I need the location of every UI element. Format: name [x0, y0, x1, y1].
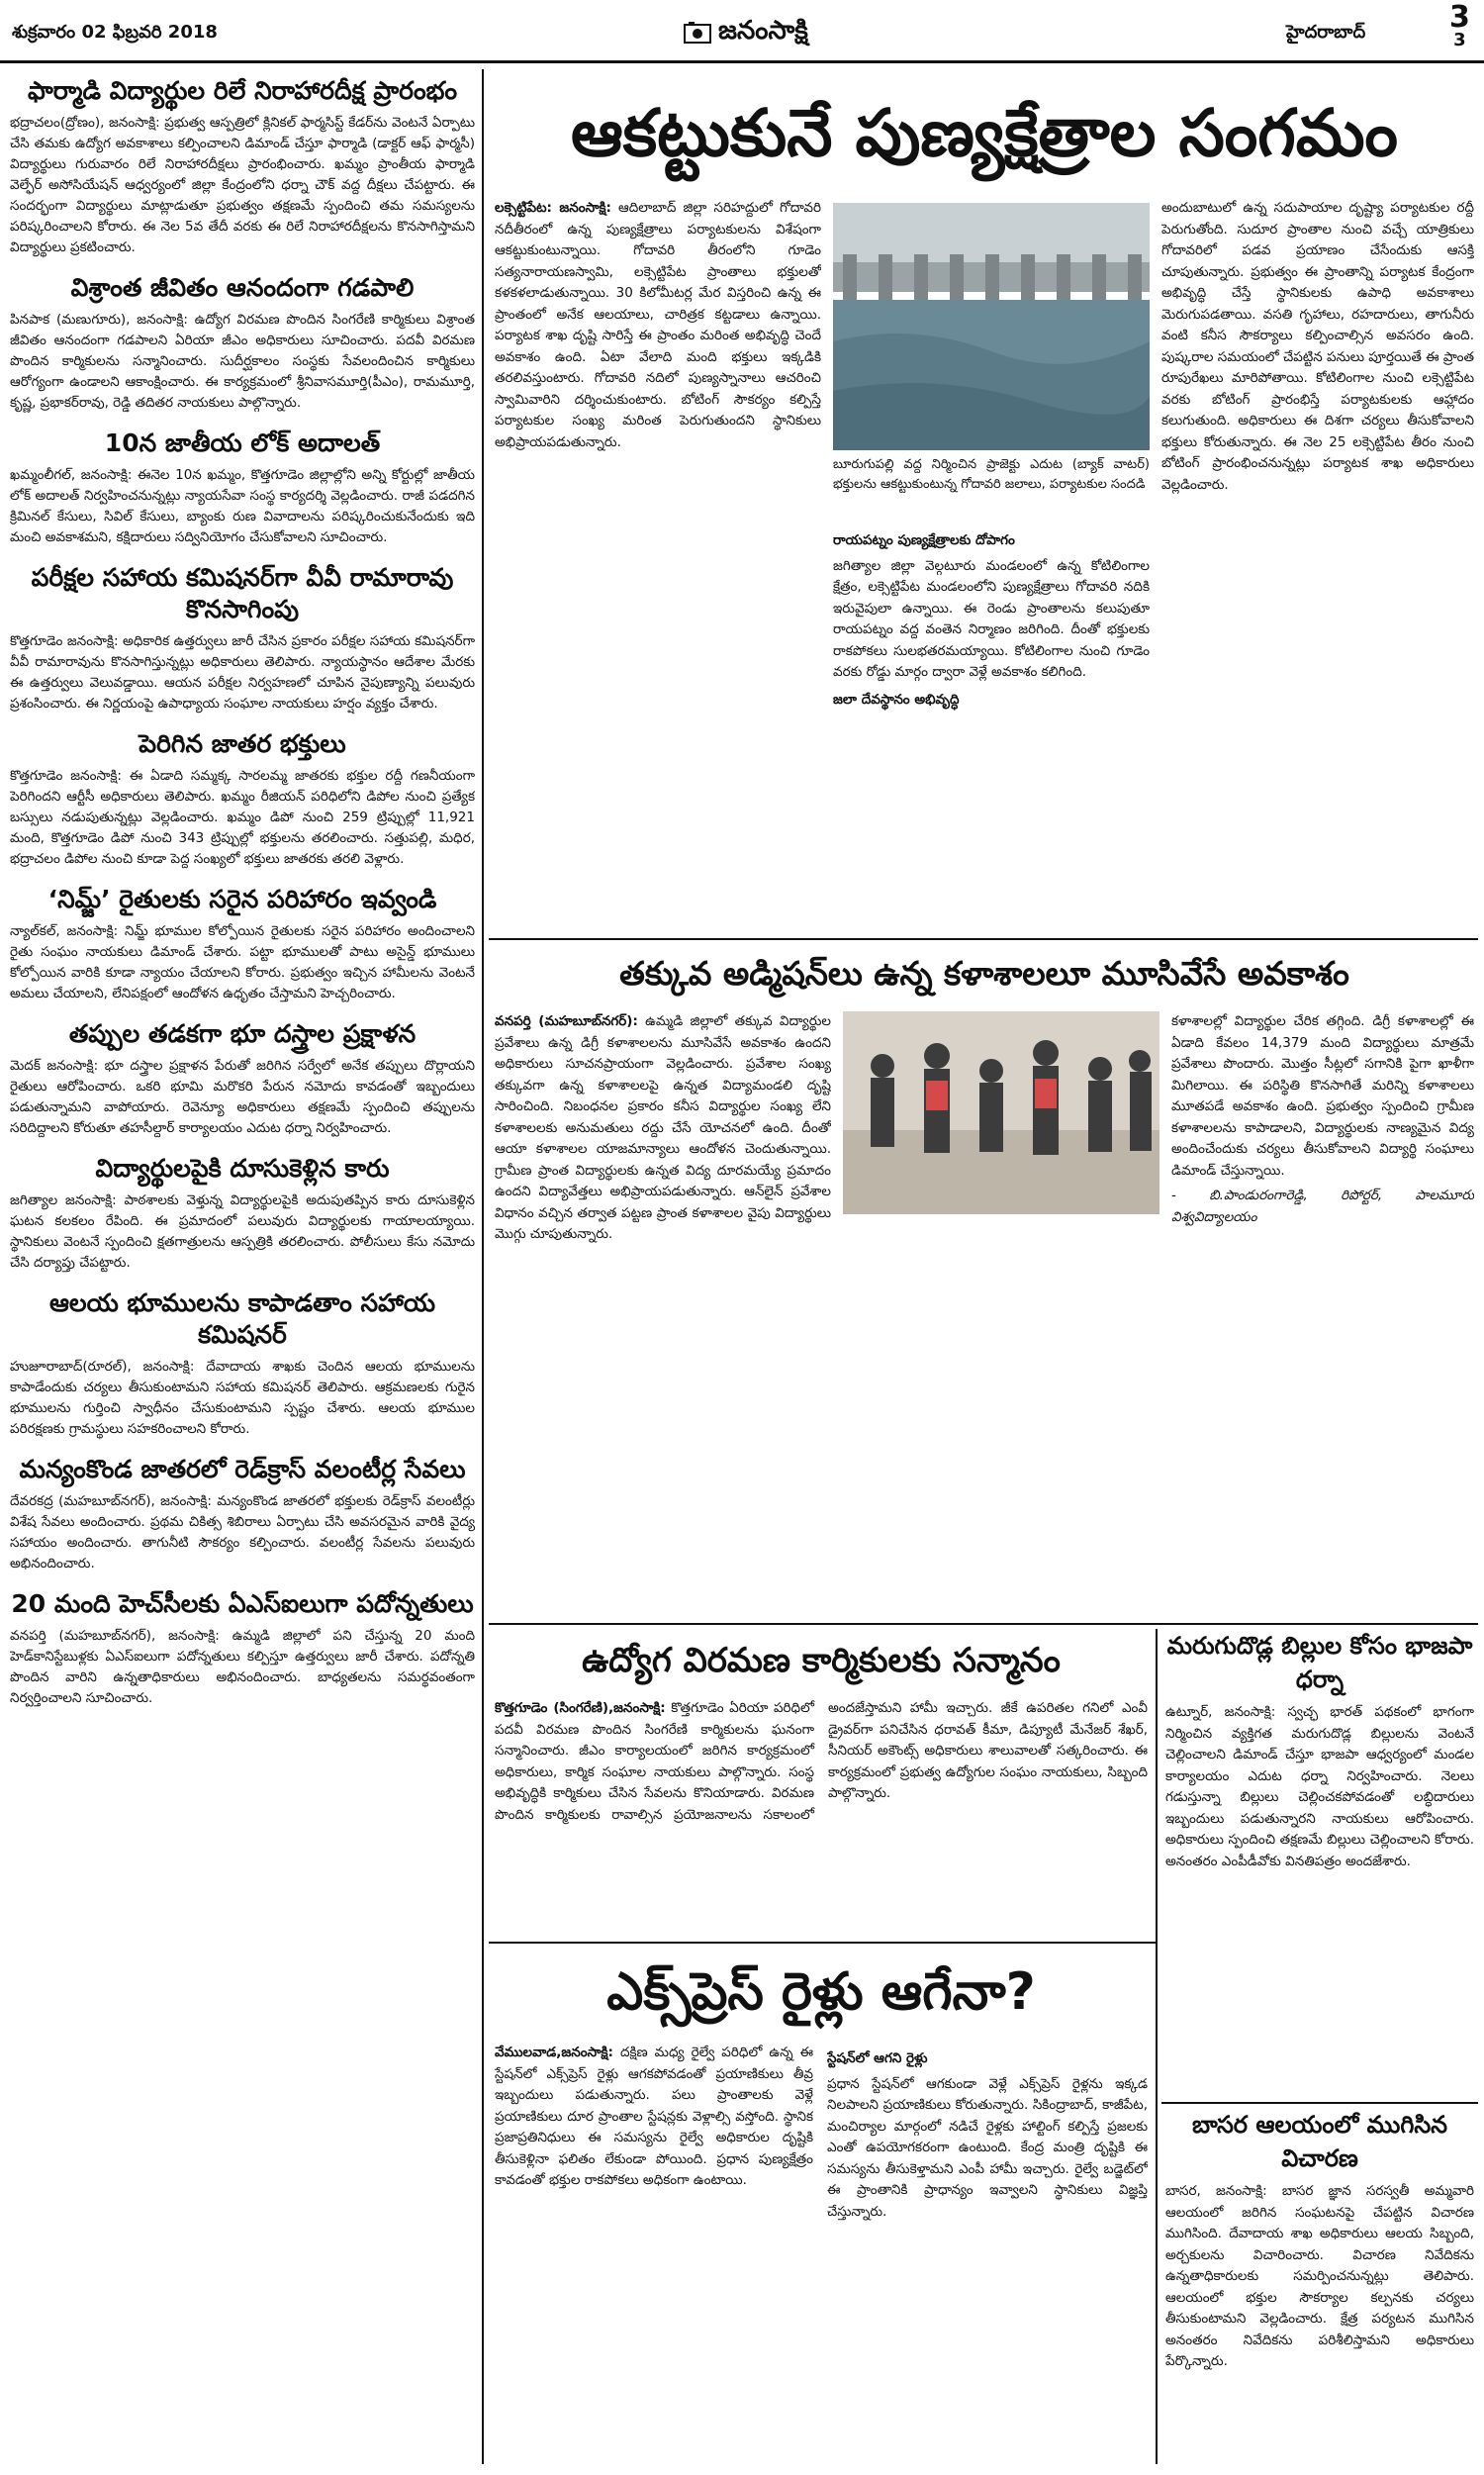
colleges-headline: తక్కువ అడ్మిషన్‌లు ఉన్న కళాశాలలూ మూసివేసే అవకాశం	[619, 954, 1349, 993]
trains-subhead: స్టేషన్‌లో ఆగని రైళ్లు	[827, 2050, 928, 2066]
logo-text: జనంసాక్షి	[718, 16, 808, 46]
article-body: పినపాక (మణుగూరు), జనంసాక్షి: ఉద్యోగ విరమణ పొందిన సింగరేణి కార్మికులు విశ్రాంత జీవితం ఆనందంగా గడపాలని ఏరియా జీఎం అధికారులు సూచించారు. పదవీ విరమణ పొందిన కార్మికులను సన్మానించారు. సుదీర్ఘకాలం సంస్థకు సేవలందించిన కార్మికులు ఆరోగ్యంగా ఉండాలని ఆకాంక్షించారు. ఈ కార్యక్రమంలో శ్రీనివాసమూర్తి(పీఎం), రామమూర్తి, కృష్ణ, ప్రభాకర్‌రావు, రెడ్డి తదితర నాయకులు పాల్గొన్నారు.	[10, 312, 475, 411]
retirement-body-text: కొత్తగూడెం ఏరియా పరిధిలో పదవీ విరమణ పొందిన సింగరేణి కార్మికులను ఘనంగా సన్మానించారు. జీఎం కార్యాలయంలో జరిగిన కార్యక్రమంలో అధికారులు, కార్మిక సంఘాల నాయకులు పాల్గొన్నారు. సంస్థ అభివృద్ధికి కార్మికులు చేసిన సేవలను కొనియాడారు. విరమణ పొందిన కార్మికులకు రావాల్సిన ప్రయోజనాలను సకాలంలో అందజేస్తామని హామీ ఇచ్చారు. జీకే ఉపరితల గనిలో ఎంవీ డ్రైవర్‌గా పనిచేసిన ధరావత్ కీమా, డిప్యూటీ మేనేజర్ శేఖర్, సీనియర్ అకౌంట్స్ అధికారులు శాలువాలతో సత్కరించారు. ఈ కార్యక్రమంలో ప్రభుత్వ ఉద్యోగుల సంఘం నాయకులు, సిబ్బంది పాల్గొన్నారు.	[495, 1700, 1148, 1823]
trains-body-right	[827, 2043, 1148, 2464]
left-article	[10, 562, 475, 714]
trains-headline: ఎక్స్‌ప్రెస్ రైళ్లు ఆగేనా?	[606, 1962, 1036, 2022]
article-body: జగిత్యాల జనంసాక్షి: పాఠశాలకు వెళ్తున్న విద్యార్థులపైకి అదుపుతప్పిన కారు దూసుకెళ్లిన ఘటన కలకలం రేపింది. ఈ ప్రమాదంలో పలువురు విద్యార్థులకు గాయాలయ్యాయి. స్థానికులు వెంటనే స్పందించి క్షతగాత్రులను ఆస్పత్రికి తరలించారు. పోలీసులు కేసు నమోదు చేసి దర్యాప్తు చేపట్టారు.	[10, 1192, 475, 1271]
retirement-dateline: కొత్తగూడెం (సింగరేణి),జనంసాక్షి:	[495, 1700, 666, 1716]
trains-body-left-text: దక్షిణ మధ్య రైల్వే పరిధిలో ఉన్న ఈ స్టేషన్‌లో ఎక్స్‌ప్రెస్ రైళ్లు ఆగకపోవడంతో ప్రయాణికులు తీవ్ర ఇబ్బందులు పడుతున్నారు. పలు ప్రాంతాలకు వెళ్లే ప్రయాణికులు దూర ప్రాంతాల స్టేషన్లకు వెళ్లాల్సి వస్తోంది. స్థానిక ప్రజాప్రతినిధులు ఈ సమస్యను రైల్వే అధికారుల దృష్టికి తీసుకెళ్లినా ఫలితం లేకుండా పోయింది. ప్రధాన పుణ్యక్షేత్రం కావడంతో భక్తుల రాకపోకలు అధికంగా ఉంటాయి.	[495, 2045, 813, 2188]
basara-box	[1165, 2108, 1474, 2464]
lead-body-left	[495, 198, 821, 930]
article-body: ఖమ్మంలీగల్, జనంసాక్షి: ఈనెల 10న ఖమ్మం, కొత్తగూడెం జిల్లాల్లోని అన్ని కోర్టుల్లో జాతీయ లోక్ అదాలత్ నిర్వహించనున్నట్లు న్యాయసేవా సంస్థ కార్యదర్శి వెల్లడించారు. రాజీ పడదగిన క్రిమినల్ కేసులు, సివిల్ కేసులు, బ్యాంకు రుణ వివాదాలను పరిష్కరించుకునేందుకు ఇది మంచి అవకాశమని, కక్షిదారులు సద్వినియోగం చేసుకోవాలని సూచించారు.	[10, 467, 475, 545]
logo-icon	[683, 21, 712, 47]
colleges-byline: - బి.పాండురంగారెడ్డి, రిపోర్టర్, పాలమూరు విశ్వవిద్యాలయం	[1171, 1188, 1474, 1225]
lead-body-mid-text: జగిత్యాల జిల్లా వెల్గటూరు మండలంలో ఉన్న కోటిలింగాల క్షేత్రం, లక్సెట్టిపేట మండలంలోని పుణ్యక్షేత్రాలు గోదావరి నదికి ఇరువైపులా ఉన్నాయి. ఈ రెండు ప్రాంతాలను కలుపుతూ రాయపట్నం వద్ద వంతెన నిర్మాణం జరిగింది. దీంతో భక్తులకు రాకపోకలు సులభతరమయ్యాయి. కోటిలింగాల నుంచి గూడెం వరకు రోడ్డు మార్గం ద్వారా వెళ్లే అవకాశం కలిగింది.	[833, 557, 1150, 680]
article-body: మెదక్ జనంసాక్షి: భూ దస్త్రాల ప్రక్షాళన పేరుతో జరిగిన సర్వేలో అనేక తప్పులు దొర్లాయని రైతులు ఆరోపించారు. ఒకరి భూమి మరొకరి పేరున నమోదు కావడంతో ఇబ్బందులు పడుతున్నామని వాపోయారు. రెవెన్యూ అధికారులు తక్షణమే స్పందించి తప్పులను సరిదిద్దాలని కోరుతూ తహసీల్దార్ కార్యాలయం ఎదుట ధర్నా నిర్వహించారు.	[10, 1058, 475, 1136]
article-body: హుజూరాబాద్(రూరల్), జనంసాక్షి: దేవాదాయ శాఖకు చెందిన ఆలయ భూములను కాపాడేందుకు చర్యలు తీసుకుంటామని సహాయ కమిషనర్ తెలిపారు. ఆక్రమణలకు గురైన భూములను గుర్తించి స్వాధీనం చేసుకుంటామని స్పష్టం చేశారు. ఆలయ భూముల పరిరక్షణకు గ్రామస్థులు సహకరించాలని కోరారు.	[10, 1359, 475, 1437]
left-article	[10, 1454, 475, 1574]
left-article	[10, 1287, 475, 1440]
lead-headline: ఆకట్టుకునే పుణ్యక్షేత్రాల సంగమం	[570, 95, 1399, 171]
article-body: వనపర్తి (మహబూబ్‌నగర్), జనంసాక్షి: ఉమ్మడి జిల్లాలో పని చేస్తున్న 20 మంది హెడ్‌కానిస్టేబుళ్లకు ఏఎస్ఐలుగా పదోన్నతులు కల్పిస్తూ ఉత్తర్వులు జారీ చేశారు. పదోన్నతి పొందిన వారిని ఉన్నతాధికారులు అభినందించారు. బాధ్యతలను సమర్థవంతంగా నిర్వర్తించాలని సూచించారు.	[10, 1628, 475, 1706]
dharna-headline: మరుగుదొడ్ల బిల్లుల కోసం భాజపా ధర్నా	[1166, 1632, 1473, 1693]
colleges-body-left	[495, 1011, 831, 1615]
edition-city: హైదరాబాద్	[1286, 22, 1366, 43]
retirement-headline: ఉద్యోగ విరమణ కార్మికులకు సన్మానం	[582, 1641, 1061, 1680]
left-article	[10, 1588, 475, 1709]
lead-body-text: ఆదిలాబాద్ జిల్లా సరిహద్దులో గోదావరి నదీతీరంలో ఉన్న పుణ్యక్షేత్రాలు పర్యాటకులను విశేషంగా ఆకట్టుకుంటున్నాయి. గోదావరి తీరంలోని గూడెం సత్యనారాయణస్వామి, లక్సెట్టిపేట ప్రాంతాలు భక్తులతో కళకళలాడుతున్నాయి. 30 కిలోమీటర్ల మేర విస్తరించి ఉన్న ఈ ప్రాంతంలో అనేక ఆలయాలు, చారిత్రక కట్టడాలు ఉన్నాయి. పర్యాటక శాఖ దృష్టి సారిస్తే ఈ ప్రాంతం మరింత అభివృద్ధి చెందే అవకాశం ఉంది. ఏటా వేలాది మంది భక్తులు ఇక్కడికి తరలివస్తుంటారు. గోదావరి నదిలో పుణ్యస్నానాలు ఆచరించి స్వామివారిని దర్శించుకుంటారు. బోటింగ్ సౌకర్యం కల్పిస్తే పర్యాటకుల సంఖ్య మరింత పెరుగుతుందని స్థానికులు అభిప్రాయపడుతున్నారు.	[495, 200, 821, 450]
left-article	[10, 428, 475, 548]
page-number-bottom: 3	[1453, 30, 1466, 50]
students-photo-image	[843, 1011, 1159, 1214]
left-article	[10, 728, 475, 870]
article-headline: ఫార్మాడి విద్యార్థుల రిలే నిరాహారదీక్ష ప్రారంభం	[27, 76, 458, 105]
left-column	[10, 75, 475, 2465]
students-photo	[843, 1011, 1159, 1214]
newspaper-logo	[683, 16, 808, 51]
page-number	[1449, 0, 1470, 50]
colleges-dateline: వనపర్తి (మహబూబ్‌నగర్):	[495, 1013, 638, 1029]
trains-body-right-text: ప్రధాన స్టేషన్‌లో ఆగకుండా వెళ్లే ఎక్స్‌ప్రెస్ రైళ్లను ఇక్కడ నిలపాలని ప్రయాణికులు కోరుతున్నారు. సికింద్రాబాద్, కాజీపేట, మంచిర్యాల మార్గంలో నడిచే రైళ్లకు హాల్టింగ్ కల్పిస్తే ప్రజలకు ఎంతో ఉపయోగకరంగా ఉంటుంది. కేంద్ర మంత్రి దృష్టికి ఈ సమస్యను తీసుకెళ్తామని ఎంపీ హామీ ఇచ్చారు. రైల్వే బడ్జెట్‌లో ఈ ప్రాంతానికి ప్రాధాన్యం ఇవ్వాలని స్థానికులు విజ్ఞప్తి చేస్తున్నారు.	[827, 2075, 1148, 2220]
retirement-body	[495, 1698, 1148, 1936]
article-headline: ‘నిమ్జ్’ రైతులకు సరైన పరిహారం ఇవ్వండి	[47, 885, 437, 913]
dam-photo	[833, 203, 1150, 450]
lead-body-right-text: అందుబాటులో ఉన్న సదుపాయాల దృష్ట్యా పర్యాటకుల రద్దీ పెరుగుతోంది. సుదూర ప్రాంతాల నుంచి వచ్చే యాత్రికులు గోదావరిలో పడవ ప్రయాణం చేసేందుకు ఆసక్తి చూపుతున్నారు. ప్రభుత్వం ఈ ప్రాంతాన్ని పర్యాటక కేంద్రంగా అభివృద్ధి చేస్తే స్థానికులకు ఉపాధి అవకాశాలు మెరుగుపడతాయి. వసతి గృహాలు, రహదారులు, తాగునీరు వంటి కనీస సౌకర్యాలు కల్పించాల్సిన అవసరం ఉంది. పుష్కరాల సమయంలో చేపట్టిన పనులు పూర్తయితే ఈ ప్రాంత రూపురేఖలు మారిపోతాయి. కోటిలింగాల నుంచి లక్సెట్టిపేట వరకు బోటింగ్ ప్రారంభిస్తే పర్యాటకులకు ఆహ్లాదం కలుగుతుంది. అధికారులు ఈ దిశగా చర్యలు తీసుకోవాలని భక్తులు కోరుతున్నారు. ఈ నెల 25 లక్సెట్టిపేట తీరం నుంచి బోటింగ్ ప్రారంభించనున్నట్లు పర్యాటక శాఖ అధికారులు వెల్లడించారు.	[1161, 200, 1474, 493]
lead-body-right	[1161, 198, 1474, 930]
colleges-body-right-text: కళాశాలల్లో విద్యార్థుల చేరిక తగ్గింది. డిగ్రీ కళాశాలల్లో ఈ ఏడాది కేవలం 14,379 మంది విద్యార్థులు మాత్రమే ప్రవేశాలు పొందారు. మొత్తం సీట్లలో సగానికి పైగా ఖాళీగా మిగిలాయి. ఈ పరిస్థితి కొనసాగితే మరిన్ని కళాశాలలు మూతపడే అవకాశం ఉంది. ప్రభుత్వం స్పందించి గ్రామీణ కళాశాలలను కాపాడాలని, విద్యార్థులకు నాణ్యమైన విద్య అందించేందుకు చర్యలు తీసుకోవాలని విద్యార్థి సంఘాలు డిమాండ్ చేస్తున్నాయి.	[1171, 1013, 1474, 1179]
dharna-body: ఉట్నూర్, జనంసాక్షి: స్వచ్ఛ భారత్ పథకంలో భాగంగా నిర్మించిన వ్యక్తిగత మరుగుదొడ్ల బిల్లులను వెంటనే చెల్లించాలని డిమాండ్ చేస్తూ భాజపా ఆధ్వర్యంలో మండల కార్యాలయం ఎదుట ధర్నా నిర్వహించారు. నెలలు గడుస్తున్నా బిల్లులు చెల్లించకపోవడంతో లబ్ధిదారులు ఇబ్బందులు పడుతున్నారని నాయకులు ఆరోపించారు. అధికారులు స్పందించి తక్షణమే బిల్లులు చెల్లించాలని కోరారు. అనంతరం ఎంపీడీవోకు వినతిపత్రం అందజేశారు.	[1165, 1704, 1474, 1869]
article-headline: 10న జాతీయ లోక్ అదాలత్	[104, 428, 381, 457]
colleges-body-right	[1171, 1011, 1474, 1615]
left-article	[10, 272, 475, 414]
basara-body: బాసర, జనంసాక్షి: బాసర జ్ఞాన సరస్వతీ అమ్మవారి ఆలయంలో జరిగిన సంఘటనపై చేపట్టిన విచారణ ముగిసింది. దేవాదాయ శాఖ అధికారులు ఆలయ సిబ్బంది, అర్చకులను విచారించారు. విచారణ నివేదికను ఉన్నతాధికారులకు సమర్పించనున్నట్లు తెలిపారు. ఆలయంలో భక్తుల సౌకర్యాల కల్పనకు చర్యలు తీసుకుంటామని వెల్లడించారు. క్షేత్ర పర్యటన ముగిసిన అనంతరం నివేదికను పరిశీలిస్తామని అధికారులు పేర్కొన్నారు.	[1165, 2183, 1474, 2369]
article-body: దేవరకద్ర (మహబూబ్‌నగర్), జనంసాక్షి: మన్యంకొండ జాతరలో భక్తులకు రెడ్‌క్రాస్ వలంటీర్లు విశేష సేవలు అందించారు. ప్రథమ చికిత్స శిబిరాలు ఏర్పాటు చేసి అవసరమైన వారికి వైద్య సహాయం అందించారు. తాగునీటి సౌకర్యం కల్పించారు. వలంటీర్ల సేవలను పలువురు అభినందించారు.	[10, 1493, 475, 1571]
basara-headline: బాసర ఆలయంలో ముగిసిన విచారణ	[1191, 2111, 1448, 2172]
left-article	[10, 1153, 475, 1274]
lead-subhead-1: రాయపట్నం పుణ్యక్షేత్రాలకు దోపాగం	[833, 532, 1015, 548]
article-headline: విద్యార్థులపైకి దూసుకెళ్లిన కారు	[95, 1154, 390, 1183]
page-number-top: 3	[1449, 0, 1470, 35]
article-body: కొత్తగూడెం జనంసాక్షి: అధికారిక ఉత్తర్వులు జారీ చేసిన ప్రకారం పరీక్షల సహాయ కమిషనర్‌గా వీవీ రామారావును కొనసాగిస్తున్నట్లు అధికారులు తెలిపారు. న్యాయస్థానం ఆదేశాల మేరకు ఈ ఉత్తర్వులు వెలువడ్డాయి. ఆయన పరీక్షల నిర్వహణలో చూపిన నైపుణ్యాన్ని పలువురు ప్రశంసించారు. ఈ నిర్ణయంపై ఉపాధ్యాయ సంఘాల నాయకులు హర్షం వ్యక్తం చేశారు.	[10, 633, 475, 712]
masthead	[0, 0, 1484, 63]
issue-date: శుక్రవారం 02 ఫిబ్రవరి 2018	[12, 22, 218, 43]
colleges-body-text: ఉమ్మడి జిల్లాలో తక్కువ విద్యార్థుల ప్రవేశాలు ఉన్న డిగ్రీ కళాశాలలను మూసివేసే అవకాశం ఉందని అధికారులు సూచనప్రాయంగా వెల్లడించారు. ప్రవేశాల సంఖ్య తక్కువగా ఉన్న కళాశాలలపై ఉన్నత విద్యామండలి దృష్టి సారించింది. నిబంధనల ప్రకారం కనీస విద్యార్థుల సంఖ్య లేని కళాశాలలకు అనుమతులు రద్దు చేసే యోచనలో ఉంది. దీంతో ఆయా కళాశాలల యాజమాన్యాలు ఆందోళన చెందుతున్నాయి. గ్రామీణ ప్రాంత విద్యార్థులకు ఉన్నత విద్య దూరమయ్యే ప్రమాదం ఉందని విద్యావేత్తలు అభిప్రాయపడుతున్నారు. ఆన్‌లైన్ ప్రవేశాల విధానం వచ్చిన తర్వాత పట్టణ ప్రాంత కళాశాలల వైపు విద్యార్థులు మొగ్గు చూపుతున్నారు.	[495, 1013, 831, 1242]
section-divider	[1161, 2102, 1478, 2104]
section-divider	[489, 1942, 1156, 1944]
lead-body-mid	[833, 524, 1150, 930]
lead-photo	[833, 203, 1150, 450]
article-headline: పెరిగిన జాతర భక్తులు	[139, 729, 346, 758]
lead-photo-caption: బూరుగుపల్లి వద్ద నిర్మించిన ప్రాజెక్టు ఎదుట (బ్యాక్ వాటర్) భక్తులను ఆకట్టుకుంటున్న గోదావరి జలాలు, పర్యాటకుల సందడి	[833, 457, 1150, 492]
article-headline: మన్యంకొండ జాతరలో రెడ్‌క్రాస్ వలంటీర్ల సేవలు	[19, 1455, 466, 1483]
article-headline: 20 మంది హెచ్‌సీలకు ఏఎస్ఐలుగా పదోన్నతులు	[11, 1589, 474, 1618]
lead-subhead-2: జలా దేవస్థానం అభివృద్ధి	[833, 691, 960, 708]
left-article	[10, 884, 475, 1004]
article-headline: ఆలయ భూములను కాపాడతాం సహాయ కమిషనర్	[48, 1288, 436, 1349]
section-divider	[489, 938, 1478, 940]
lead-dateline: లక్సెట్టిపేట: జనంసాక్షి:	[495, 200, 611, 216]
article-headline: తప్పుల తడకగా భూ దస్త్రాల ప్రక్షాళన	[68, 1019, 417, 1048]
left-article	[10, 75, 475, 258]
article-headline: పరీక్షల సహాయ కమిషనర్‌గా వీవీ రామారావు కొనసాగింపు	[31, 563, 454, 623]
article-headline: విశ్రాంత జీవితం ఆనందంగా గడపాలి	[70, 273, 415, 302]
column-divider	[482, 69, 484, 2464]
trains-body-left	[495, 2043, 813, 2464]
article-body: న్యాల్‌కల్, జనంసాక్షి: నిమ్జ్ భూముల కోల్పోయిన రైతులకు సరైన పరిహారం అందించాలని రైతు సంఘం నాయకులు డిమాండ్ చేశారు. పట్టా భూములతో పాటు అసైన్డ్ భూములు కోల్పోయిన వారికి కూడా న్యాయం చేయాలని కోరారు. ప్రభుత్వం ఇచ్చిన హామీలను వెంటనే అమలు చేయాలని, లేనిపక్షంలో ఆందోళన ఉధృతం చేస్తామని హెచ్చరించారు.	[10, 923, 475, 1001]
section-divider	[489, 1623, 1478, 1625]
article-body: కొత్తగూడెం జనంసాక్షి: ఈ ఏడాది సమ్మక్క సారలమ్మ జాతరకు భక్తుల రద్దీ గణనీయంగా పెరిగిందని ఆర్టీసీ అధికారులు తెలిపారు. ఖమ్మం రీజియన్ పరిధిలోని డిపోల నుంచి ప్రత్యేక బస్సులు నడుపుతున్నట్లు వెల్లడించారు. ఖమ్మం డిపో నుంచి 259 ట్రిప్పుల్లో 11,921 మంది, కొత్తగూడెం డిపో నుంచి 343 ట్రిప్పుల్లో భక్తులను తరలించారు. సత్తుపల్లి, మధిర, భద్రాచలం డిపోల నుంచి కూడా పెద్ద సంఖ్యలో భక్తులు జాతరకు తరలి వెళ్లారు.	[10, 768, 475, 867]
dharna-box	[1165, 1629, 1474, 2094]
trains-dateline: వేములవాడ,జనంసాక్షి:	[495, 2045, 613, 2060]
column-divider	[1156, 1629, 1158, 2464]
article-body: భద్రాచలం(ద్రోణం), జనంసాక్షి: ప్రభుత్వ ఆస్పత్రిలో క్లినికల్ ఫార్మసిస్ట్ కేడర్‌ను వెంటనే ఏర్పాటు చేసి తమకు ఉద్యోగ అవకాశాలు కల్పించాలని డిమాండ్ చేస్తూ ఫార్మాడి (డాక్టర్ ఆఫ్ ఫార్మసీ) విద్యార్థులు గురువారం రిలే నిరాహారదీక్షలు ప్రారంభించారు. ఖమ్మం ప్రాంతీయ ఫార్మాడి వెల్ఫేర్ అసోసియేషన్ ఆధ్వర్యంలో జిల్లా కేంద్రంలోని ధర్నా చౌక్ వద్ద దీక్షలు చేపట్టారు. ఈ సందర్భంగా విద్యార్థులు మాట్లాడుతూ ప్రభుత్వం తక్షణమే స్పందించి తమ సమస్యలను పరిష్కరించాలని కోరారు. ఈ నెల 5వ తేదీ వరకు ఈ రిలే నిరాహారదీక్షలను కొనసాగిస్తామని విద్యార్థులు ప్రకటించారు.	[10, 115, 475, 255]
left-article	[10, 1018, 475, 1139]
